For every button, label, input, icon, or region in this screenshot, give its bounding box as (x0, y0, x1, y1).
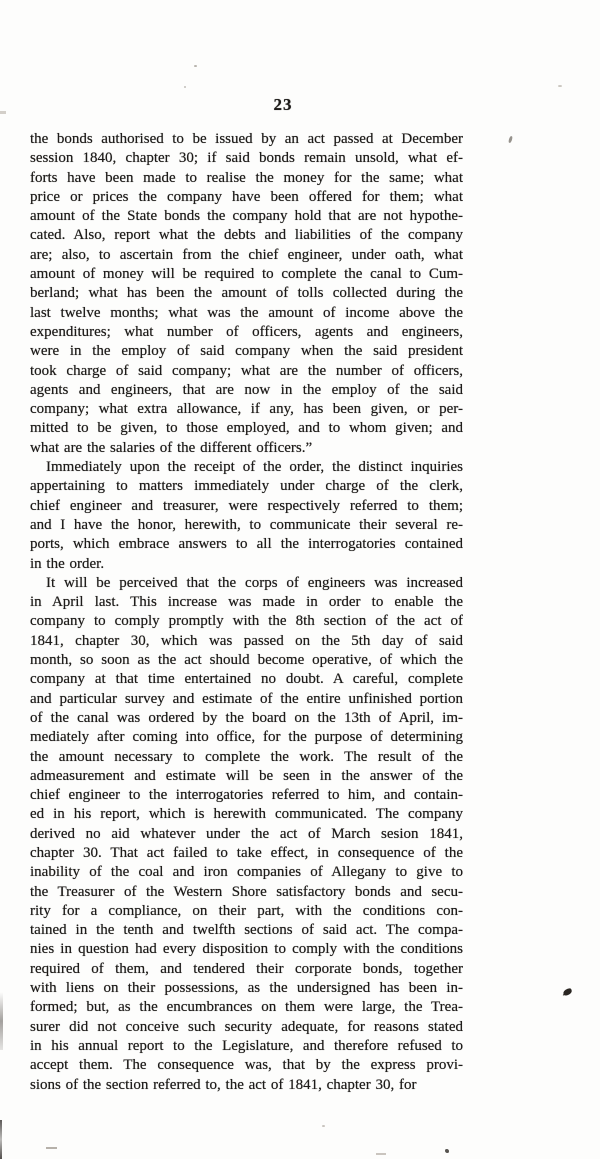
text-line: last twelve months; what was the amount of income above the (30, 304, 463, 321)
scan-edge-streak (0, 1120, 2, 1159)
scan-speck (184, 86, 186, 88)
page-number: 23 (273, 95, 293, 114)
text-line: the Treasurer of the Western Shore satisfactory bonds and secu- (30, 883, 463, 900)
text-line: derived no aid whatever under the act of March sesion 1841, (30, 825, 463, 842)
text-line: are; also, to ascertain from the chief engineer, under oath, what (30, 246, 463, 263)
scan-speck (445, 1149, 449, 1153)
text-line: chief engineer to the interrogatories referred to him, and contain- (30, 787, 463, 804)
text-line: nies in question had every disposition to comply with the conditions (30, 941, 463, 958)
text-line: ed in his report, which is herewith communicated. The company (30, 806, 463, 823)
text-line: in his annual report to the Legislature, and therefore refused to (30, 1037, 463, 1054)
text-line: the amount necessary to complete the work. The result of the (30, 748, 463, 765)
text-line: and particular survey and estimate of the entire unfinished portion (30, 690, 463, 707)
scan-speck (194, 65, 197, 67)
text-line: month, so soon as the act should become operative, of which the (30, 652, 463, 669)
text-line: amount of money will be required to complete the canal to Cum- (30, 266, 463, 283)
text-line: of the canal was ordered by the board on the 13th of April, im- (30, 709, 463, 726)
text-line: in April last. This increase was made in order to enable the (30, 594, 463, 611)
scan-dash (46, 1147, 57, 1149)
text-line: and I have the honor, herewith, to communicate their several re- (30, 516, 463, 533)
text-line: rity for a compliance, on their part, with the conditions con- (30, 902, 463, 919)
text-line: formed; but, as the encumbrances on them were large, the Trea- (30, 999, 463, 1016)
text-line: price or prices the company have been offered for them; what (30, 188, 463, 205)
text-line: chapter 30. That act failed to take effect, in consequence of the (30, 844, 463, 861)
text-line: accept them. The consequence was, that by the express provi- (30, 1057, 463, 1074)
page-body (30, 130, 463, 1095)
scan-dash (376, 1153, 386, 1155)
text-line: forts have been made to realise the money for the same; what (30, 169, 463, 186)
text-line: amount of the State bonds the company hold that are not hypothe- (30, 208, 463, 225)
text-line: admeasurement and estimate will be seen in the answer of the (30, 767, 463, 784)
text-line: company; what extra allowance, if any, has been given, or per- (30, 401, 463, 418)
scan-speck (508, 136, 513, 144)
text-line: were in the employ of said company when the said president (30, 343, 463, 360)
text-line: tained in the tenth and twelfth sections of said act. The compa- (30, 922, 463, 939)
scan-speck (322, 1125, 325, 1127)
text-line: expenditures; what number of officers, agents and engineers, (30, 323, 463, 340)
scan-edge-streak (0, 992, 3, 1050)
text-line: cated. Also, report what the debts and liabilities of the company (30, 227, 463, 244)
text-line: mitted to be given, to those employed, and to whom given; and (30, 420, 463, 437)
text-line: company to comply promptly with the 8th section of the act of (30, 613, 463, 630)
text-line: Immediately upon the receipt of the order, the distinct inquiries (46, 459, 463, 476)
text-line: berland; what has been the amount of tolls collected during the (30, 285, 463, 302)
text-line: company at that time entertained no doubt. A careful, complete (30, 671, 463, 688)
text-line: ports, which embrace answers to all the interrogatories contained (30, 536, 463, 553)
text-line: the bonds authorised to be issued by an act passed at December (30, 131, 463, 147)
ink-blot (562, 988, 573, 997)
text-line: mediately after coming into office, for the purpose of determining (30, 729, 463, 746)
text-line: in the order. (30, 555, 105, 572)
text-line: sions of the section referred to, the act of 1841, chapter 30, for (30, 1076, 417, 1093)
text-line: surer did not conceive such security adequate, for reasons stated (30, 1018, 463, 1035)
text-line: took charge of said company; what are the number of officers, (30, 362, 463, 379)
text-line: required of them, and tendered their corporate bonds, together (30, 960, 463, 977)
text-line: what are the salaries of the different officers.” (30, 439, 313, 456)
text-line: 1841, chapter 30, which was passed on the 5th day of said (30, 632, 463, 649)
text-line: inability of the coal and iron companies of Allegany to give to (30, 864, 463, 881)
text-line: session 1840, chapter 30; if said bonds remain unsold, what ef- (30, 150, 463, 167)
text-line: agents and engineers, that are now in the employ of the said (30, 381, 463, 398)
scan-speck (558, 85, 562, 87)
text-line: with liens on their possessions, as the undersigned has been in- (30, 980, 463, 997)
text-line: It will be perceived that the corps of engineers was increased (46, 574, 463, 591)
text-line: appertaining to matters immediately under charge of the clerk, (30, 478, 463, 495)
text-line: chief engineer and treasurer, were respectively referred to them; (30, 497, 463, 514)
